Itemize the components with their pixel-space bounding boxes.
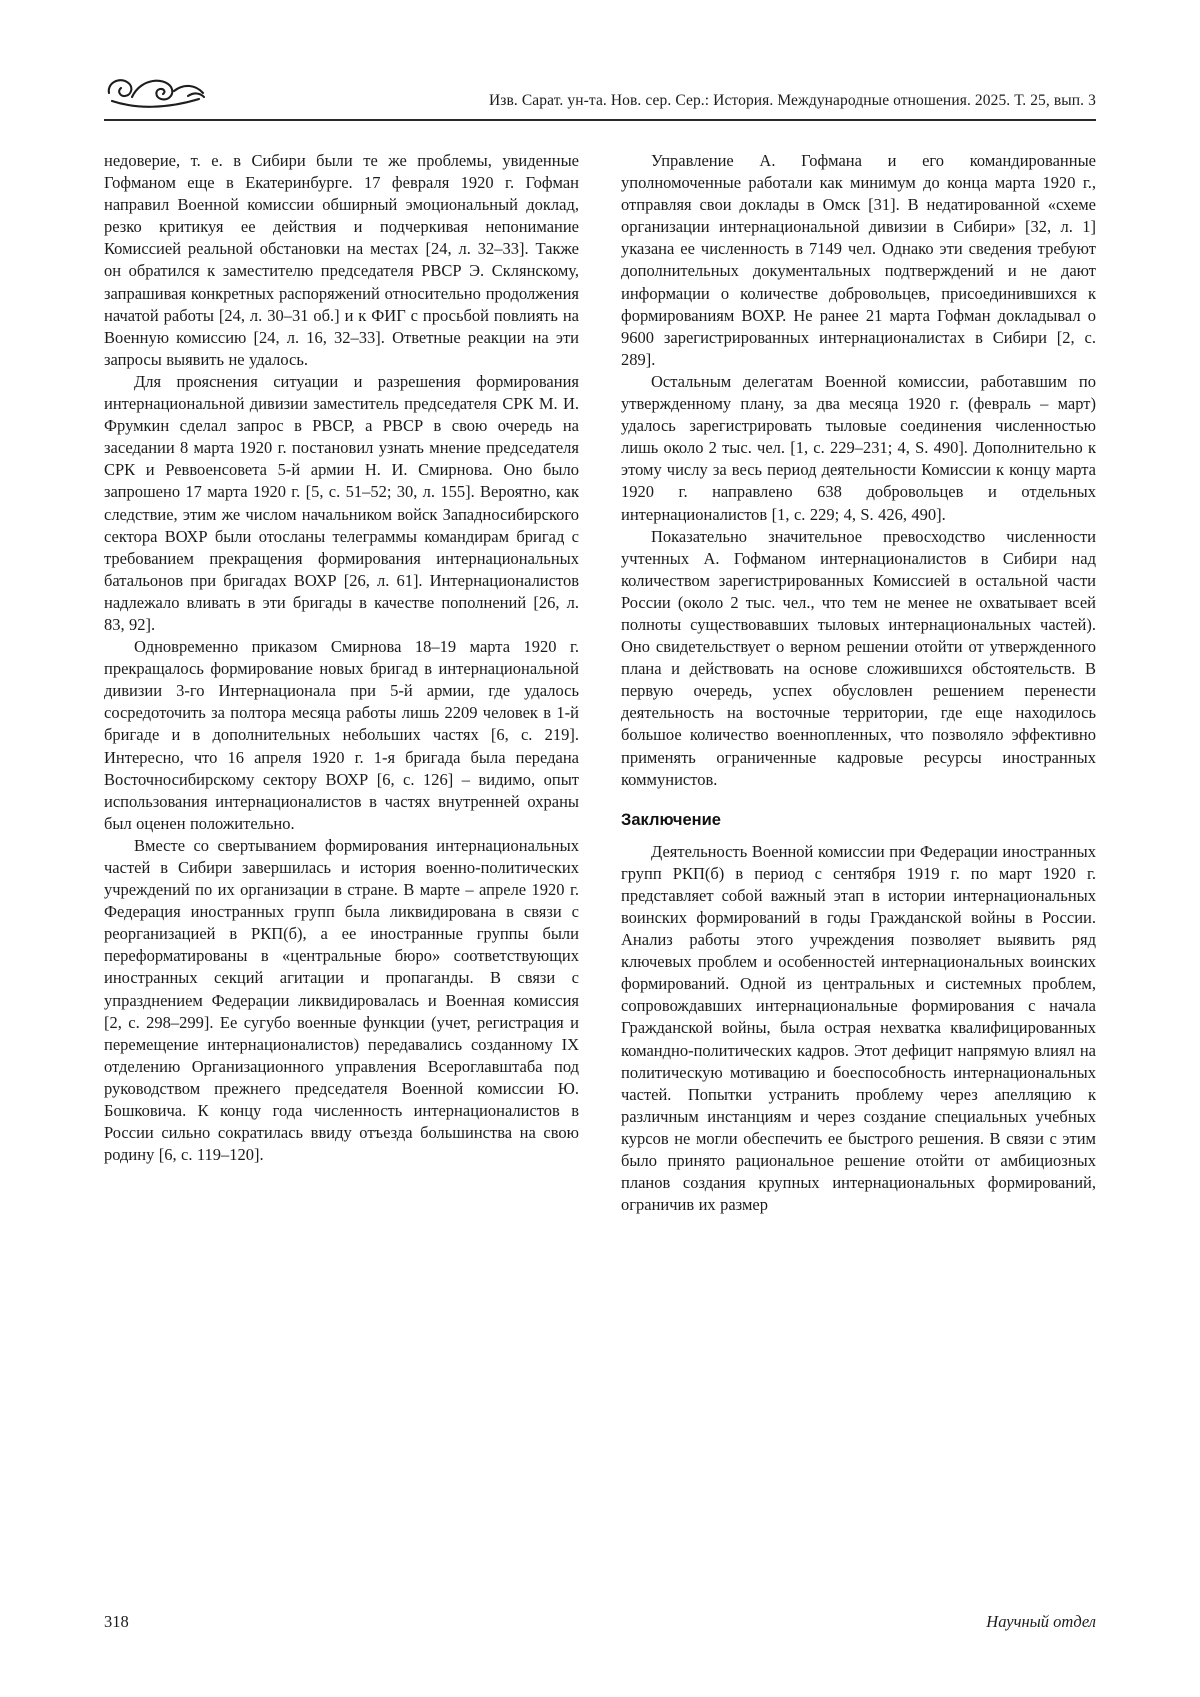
page-number: 318: [104, 1612, 129, 1631]
paragraph: Остальным делегатам Военной комиссии, работавшим по утвержденному плану, за два месяца 1920 г. (февраль – март) удалось зарегистрировать тыловые соединения численностью лишь около 2 тыс. чел. [1, с. 229–231; 4, S. 490]. Дополнительно к этому числу за весь период деятельности Комиссии к концу марта 1920 г. направлено 638 добровольцев и отдельных интернационалистов [1, с. 229; 4, S. 426, 490].: [621, 371, 1096, 524]
left-column: [104, 150, 579, 1216]
paragraph: недоверие, т. е. в Сибири были те же проблемы, увиденные Гофманом еще в Екатеринбурге. 17 февраля 1920 г. Гофман направил Военной комиссии обширный эмоциональный доклад, резко критикуя ее действия и подчеркивая непонимание Комиссией реальной обстановки на местах [24, л. 32–33]. Также он обратился к заместителю председателя РВСР Э. Склянскому, запрашивая конкретных распоряжений относительно продолжения начатой работы [24, л. 30–31 об.] и к ФИГ с просьбой повлиять на Военную комиссию [24, л. 16, 32–33]. Ответные реакции на эти запросы выявить не удалось.: [104, 151, 579, 369]
paragraph: Вместе со свертыванием формирования интернациональных частей в Сибири завершилась и история военно-политических учреждений по их организации в стране. В марте – апреле 1920 г. Федерация иностранных групп была ликвидирована в связи с реорганизацией в РКП(б), а ее иностранные группы были переформатированы в «центральные бюро» соответствующих иностранных секций агитации и пропаганды. В связи с упразднением Федерации ликвидировалась и Военная комиссия [2, с. 298–299]. Ее сугубо военные функции (учет, регистрация и перемещение интернационалистов) передавались созданному IX отделению Организационного управления Всероглавштаба под руководством прежнего председателя Военной комиссии Ю. Бошковича. К концу года численность интернационалистов в России сильно сократилась ввиду отъезда большинства на свою родину [6, с. 119–120].: [104, 835, 579, 1165]
paragraph: Показательно значительное превосходство численности учтенных А. Гофманом интернационалистов в Сибири над количеством зарегистрированных Комиссией в остальной части России (около 2 тыс. чел., что тем не менее не охватывает всей полноты существовавших тыловых интернациональных частей). Оно свидетельствует о верном решении отойти от утвержденного плана и действовать на основе сложившихся обстоятельств. В первую очередь, успех обусловлен решением перенести деятельность на восточные территории, где еще находилось большое количество военнопленных, что позволяло эффективно применять ограниченные кадровые ресурсы иностранных коммунистов.: [621, 526, 1096, 789]
right-column: [621, 150, 1096, 1216]
paragraph: Управление А. Гофмана и его командированные уполномоченные работали как минимум до конца марта 1920 г., отправляя свои доклады в Омск [31]. В недатированной «схеме организации интернациональной дивизии в Сибири» [32, л. 1] указана ее численность в 7149 чел. Однако эти сведения требуют дополнительных документальных подтверждений и не дают информации о количестве добровольцев, присоединившихся к формированиям ВОХР. Не ранее 21 марта Гофман докладывал о 9600 зарегистрированных интернационалистах в Сибири [2, с. 289].: [621, 151, 1096, 369]
running-head: Изв. Сарат. ун-та. Нов. сер. Сер.: История. Международные отношения. 2025. Т. 25, вып. 3: [488, 92, 1096, 109]
page-header: [104, 74, 1096, 121]
section-heading: Заключение: [621, 810, 721, 829]
paragraph: Деятельность Военной комиссии при Федерации иностранных групп РКП(б) в период с сентября 1919 г. по март 1920 г. представляет собой важный этап в истории интернациональных воинских формирований в годы Гражданской войны в России. Анализ работы этого учреждения позволяет выявить ряд ключевых проблем и особенностей интернациональных воинских формирований. Одной из центральных и системных проблем, сопровождавших интернациональные формирования с начала Гражданской войны, была острая нехватка квалифицированных командно-политических кадров. Этот дефицит напрямую влиял на политическую мотивацию и боеспособность интернациональных частей. Попытки устранить проблему через апелляцию к различным инстанциям и через создание специальных учебных курсов не могли обеспечить ее быстрого решения. В связи с этим было принято рациональное решение отойти от амбициозных планов создания крупных интернациональных формирований, ограничив их размер: [621, 841, 1096, 1215]
paragraph: Одновременно приказом Смирнова 18–19 марта 1920 г. прекращалось формирование новых бригад в интернациональной дивизии 3-го Интернационала при 5-й армии, где удалось сосредоточить за полтора месяца работы лишь 2209 человек в 1-й бригаде и в дополнительных небольших частях [6, с. 219]. Интересно, что 16 апреля 1920 г. 1-я бригада была передана Восточносибирскому сектору ВОХР [6, с. 126] – видимо, опыт использования интернационалистов в частях внутренней охраны был оценен положительно.: [104, 637, 579, 833]
journal-ornament-icon: [104, 74, 208, 110]
paragraph: Для прояснения ситуации и разрешения формирования интернациональной дивизии заместитель председателя СРК М. И. Фрумкин сделал запрос в РВСР, а РВСР в свою очередь на заседании 8 марта 1920 г. постановил узнать мнение председателя СРК и Реввоенсовета 5-й армии Н. И. Смирнова. Оно было запрошено 17 марта 1920 г. [5, с. 51–52; 30, л. 155]. Вероятно, как следствие, этим же числом начальником войск Западносибирского сектора ВОХР были отосланы телеграммы командирам бригад с требованием прекращения формирования интернациональных батальонов при бригадах ВОХР [26, л. 61]. Интернационалистов надлежало вливать в эти бригады в качестве пополнений [26, л. 83, 92].: [104, 371, 579, 634]
page-footer: [104, 1612, 1096, 1632]
article-body: [104, 150, 1096, 1216]
footer-section-name: Научный отдел: [986, 1612, 1096, 1631]
